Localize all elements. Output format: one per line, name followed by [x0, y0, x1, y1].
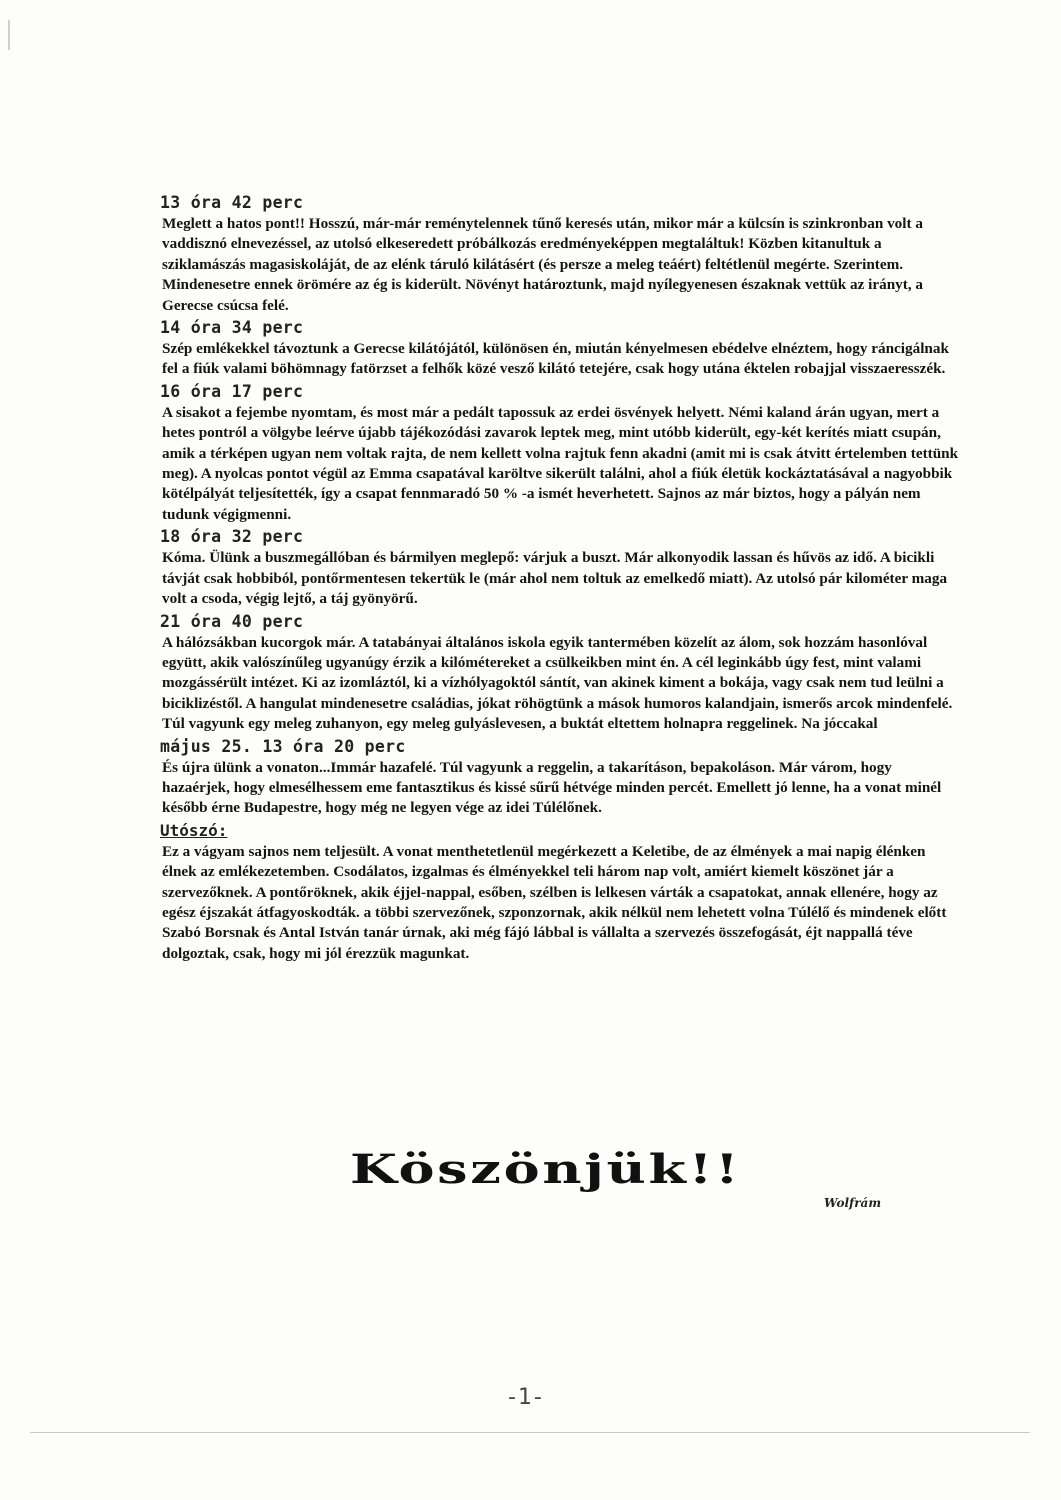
section-text: Meglett a hatos pont!! Hosszú, már-már reménytelennek tűnő keresés után, mikor már a külcsín is szinkronban volt a vaddisznó elnevezéssel, az utolsó elkeseredett próbálkozás eredményeképpen megtaláltuk! Közben kitanultuk a sziklamászás magasiskoláját, de az elénk táruló kilátásért (és persze a meleg teáért) feltétlenül megérte. Szerintem. Mindenesetre ennek örömére az ég is kiderült. Növényt határoztunk, majd nyílegyenesen északnak vettük az irányt, a Gerecse csúcsa felé.	[162, 215, 924, 314]
section-heading: 14 óra 34 perc	[160, 318, 304, 338]
scan-artifact	[30, 1432, 1030, 1433]
section-heading: 13 óra 42 perc	[160, 193, 304, 212]
closing-thanks: Köszönjük!!	[350, 1146, 742, 1193]
scan-artifact	[8, 20, 10, 50]
section-text: Szép emlékekkel távoztunk a Gerecse kilátójától, különösen én, miután kényelmesen ebédelve elnéztem, hogy ráncigálnak fel a fiúk valami böhömnagy fatörzset a felhők közé vesző kilátó tetejére, csak hogy utána éktelen robajjal visszaeresszék.	[162, 340, 949, 378]
author-signature: Wolfrám	[824, 1196, 882, 1210]
section-heading: 16 óra 17 perc	[160, 381, 304, 401]
section-text: A hálózsákban kucorgok már. A tatabányai általános iskola egyik tantermében közelít az álom, sok hozzám hasonlóval együtt, akik valószínűleg ugyanúgy érzik a kilómétereket a csülkeikben mint én. A cél leginkább úgy fest, mint valami mozgássérült intézet. Ki az izomláztól, ki a vízhólyagoktól sántít, van akinek kiment a bokája, vagy csak nem tud leülni a biciklizéstől. A hangulat mindenesetre családias, jókat röhögtünk a mások humoros kalandjain, ismerős arcok mindenfelé. Túl vagyunk egy meleg zuhanyon, egy meleg gulyáslevesen, a buktát eltettem holnapra reggelinek. Na jóccakal	[162, 633, 953, 733]
section-text: Kóma. Ülünk a buszmegállóban és bármilyen meglepő: várjuk a buszt. Már alkonyodik lassan és hűvös az idő. A bicikli távját csak hobbiból, pontőrmentesen tekertük le (már ahol nem toltuk az emelkedő miatt). Az utolsó pár kilométer maga volt a csoda, végig lejtő, a táj gyönyörű.	[162, 549, 948, 608]
document-body	[160, 192, 960, 965]
section-heading: május 25. 13 óra 20 perc	[160, 736, 406, 756]
section-text: A sisakot a fejembe nyomtam, és most már a pedált tapossuk az erdei ösvények helyett. Némi kaland árán ugyan, mert a hetes pontról a völgybe leérve újabb tájékozódási zavarok leptek meg, mint utóbb kiderült, egy-két kerítés miatt csupán, amik a térképen ugyan nem voltak rajta, de nem kellett volna rajtuk fenn akadni (amit mi is csak átvitt értelemben tettünk meg). A nyolcas pontot végül az Emma csapatával karöltve sikerült találni, ahol a fiúk életük kockáztatásával a nagyobbik kötélpályát teljesítették, így a csapat fennmaradó 50 % -a ismét heverhetett. Sajnos az már biztos, hogy a pályán nem tudunk végigmenni.	[162, 403, 959, 523]
page-number: -1-	[508, 1385, 544, 1410]
section-heading: 21 óra 40 perc	[160, 611, 304, 631]
afterword-heading: Utószó:	[160, 820, 228, 840]
section-text: És újra ülünk a vonaton...Immár hazafelé. Túl vagyunk a reggelin, a takarításon, bepakoláson. Már várom, hogy hazaérjek, hogy elmesélhessem eme fantasztikus és kissé sűrű hétvége minden percét. Emellett jó lenne, ha a vonat minél később érne Budapestre, hogy még ne legyen vége az idei Túlélőnek.	[162, 758, 942, 817]
section-heading: 18 óra 32 perc	[160, 527, 304, 547]
afterword-text: Ez a vágyam sajnos nem teljesült. A vonat menthetetlenül megérkezett a Keletibe, de az élmények a mai napig élénken élnek az emlékezetemben. Csodálatos, izgalmas és élményekkel teli három nap volt, amiért kiemelt köszönet jár a szervezőknek. A pontőröknek, akik éjjel-nappal, esőben, szélben is lelkesen várták a csapatokat, annak ellenére, hogy az egész éjszakát átfagyoskodták. a többi szervezőnek, szponzornak, akik nélkül nem lehetett volna Túlélő és mindenek előtt Szabó Borsnak és Antal István tanár úrnak, aki még fájó lábbal is vállalta a szervezés összefogását, éjt nappallá téve dolgoztak, csak, hogy mi jól érezzük magunkat.	[162, 842, 947, 962]
